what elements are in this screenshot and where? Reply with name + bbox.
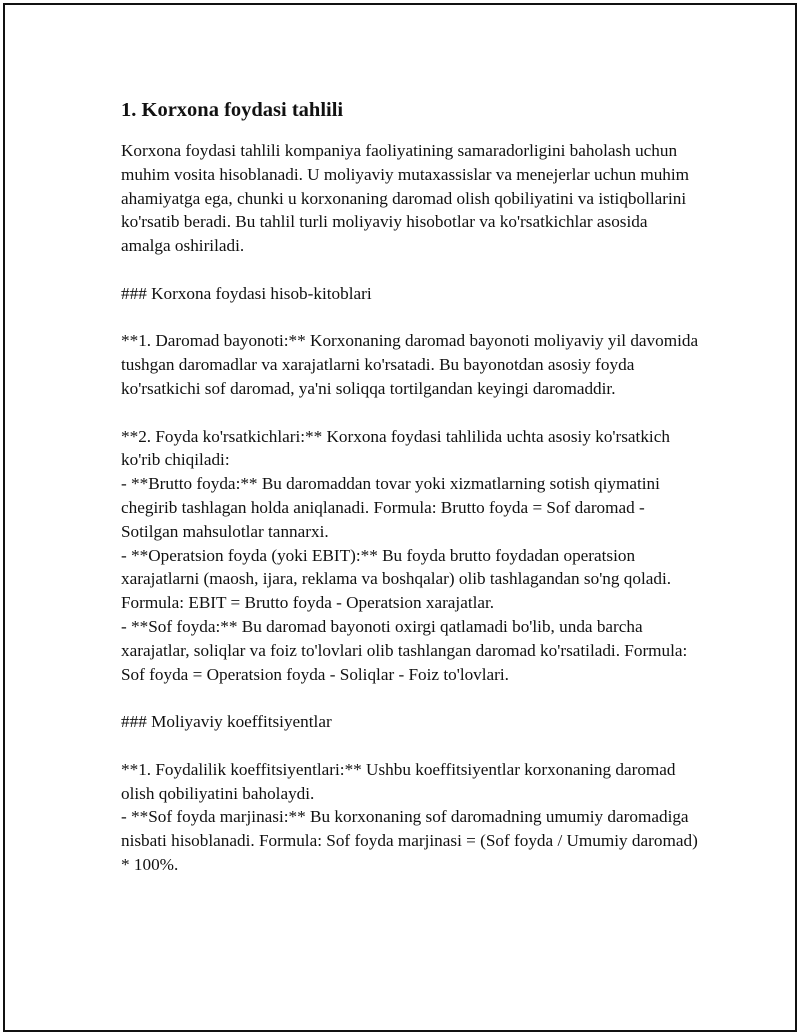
- income-statement-paragraph: **1. Daromad bayonoti:** Korxonaning daromad bayonoti moliyaviy yil davomida tushgan daromadlar va xarajatlarni ko'rsatadi. Bu bayonotdan asosiy foyda ko'rsatkichi sof daromad, ya'ni soliqqa tortilgandan keyingi daromaddir.: [121, 331, 699, 398]
- document-title: 1. Korxona foydasi tahlili: [121, 99, 344, 121]
- section-heading-calculations: ### Korxona foydasi hisob-kitoblari: [121, 283, 372, 303]
- intro-paragraph: Korxona foydasi tahlili kompaniya faoliyatining samaradorligini baholash uchun muhim vosita hisoblanadi. U moliyaviy mutaxassislar va menejerlar uchun muhim ahamiyatga ega, chunki u korxonaning daromad olish qobiliyatini va istiqbollarini ko'rsatib beradi. Bu tahlil turli moliyaviy hisobotlar va ko'rsatkichlar asosida amalga oshiriladi.: [121, 141, 690, 256]
- page-frame: [3, 3, 797, 1032]
- profit-indicators-paragraph: **2. Foyda ko'rsatkichlari:** Korxona foydasi tahlilida uchta asosiy ko'rsatkich ko'rib chiqiladi: - **Brutto foyda:** Bu daromaddan tovar yoki xizmatlarning sotish qiymatini chegirib tashlagan holda aniqlanadi. Formula: Brutto foyda = Sof daromad - Sotilgan mahsulotlar tannarxi. - **Operatsion foyda (yoki EBIT):** Bu foyda brutto foydadan operatsion xarajatlarni (maosh, ijara, reklama va boshqalar) olib tashlagandan so'ng qoladi. Formula: EBIT = Brutto foyda - Operatsion xarajatlar. - **Sof foyda:** Bu daromad bayonoti oxirgi qatlamadi bo'lib, unda barcha xarajatlar, soliqlar va foiz to'lovlari olib tashlangan daromad ko'rsatiladi. Formula: Sof foyda = Operatsion foyda - Soliqlar - Foiz to'lovlari.: [121, 426, 688, 684]
- profitability-ratios-paragraph: **1. Foydalilik koeffitsiyentlari:** Ushbu koeffitsiyentlar korxonaning daromad olish qobiliyatini baholaydi. - **Sof foyda marjinasi:** Bu korxonaning sof daromadning umumiy daromadiga nisbati hisoblanadi. Formula: Sof foyda marjinasi = (Sof foyda / Umumiy daromad) * 100%.: [121, 759, 698, 874]
- section-heading-ratios: ### Moliyaviy koeffitsiyentlar: [121, 712, 332, 732]
- document-body: [121, 97, 701, 877]
